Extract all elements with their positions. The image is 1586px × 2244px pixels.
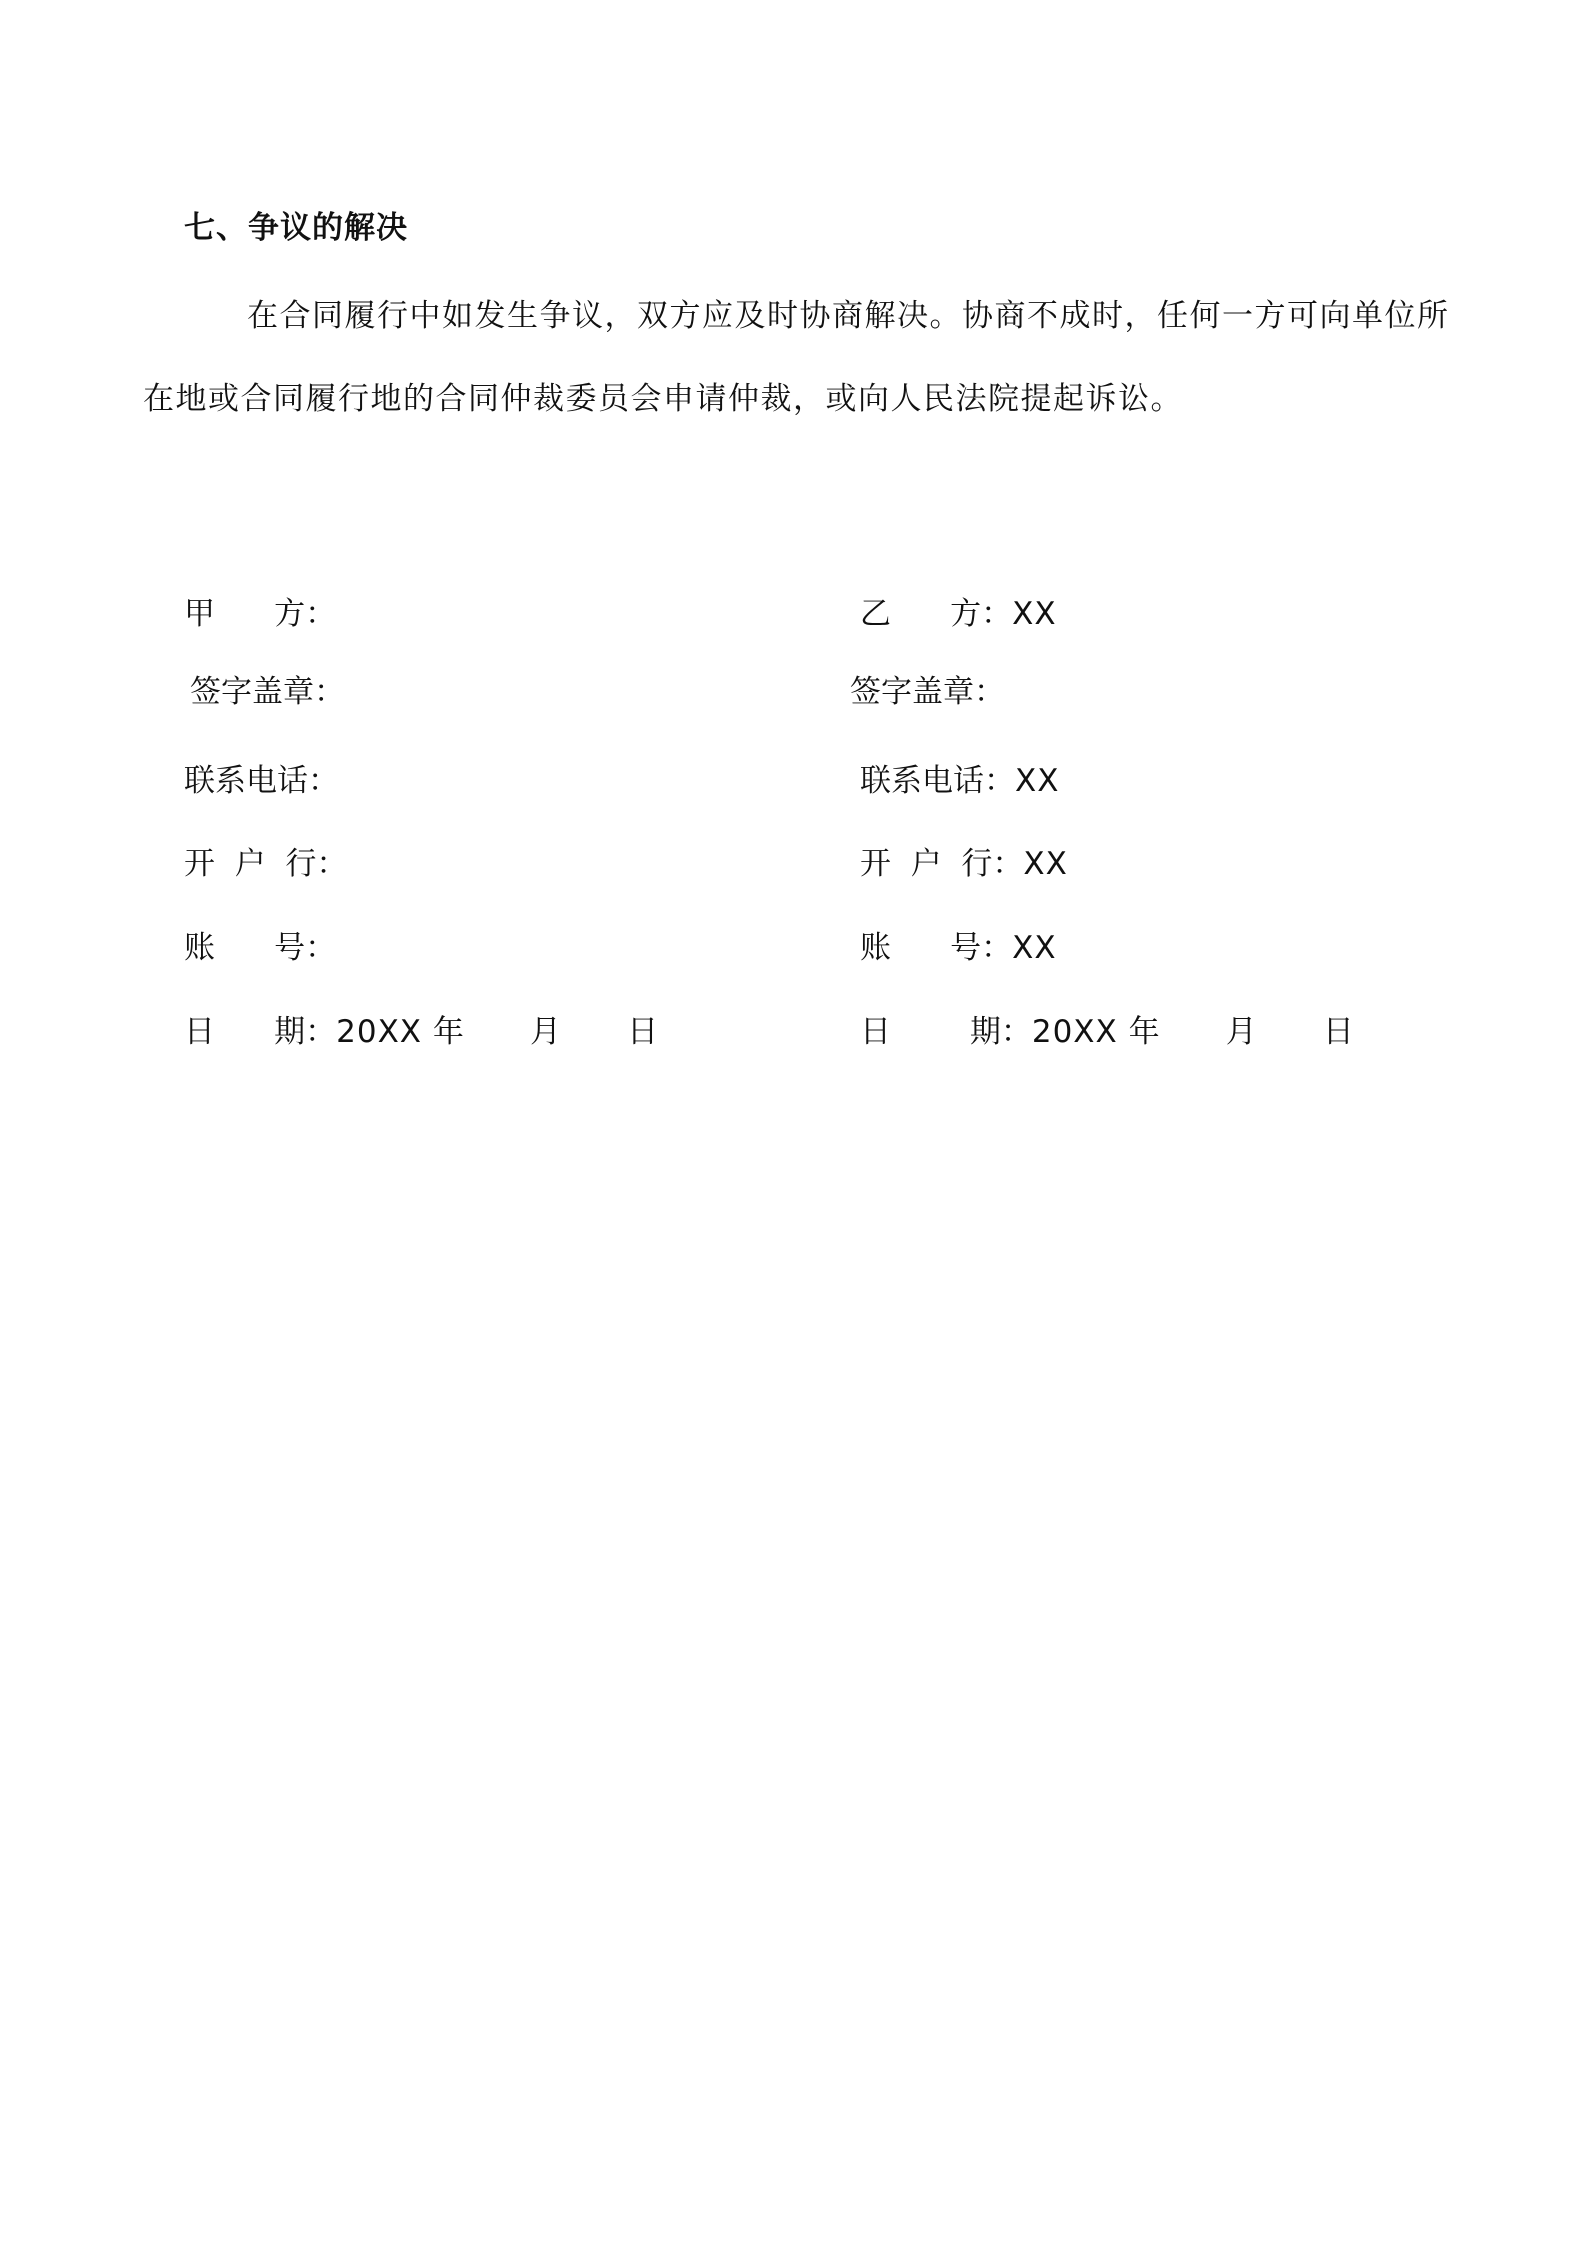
party-b-bank-row xyxy=(860,838,1068,883)
party-b-row xyxy=(860,588,1057,633)
party-a-account-label: 账 号： xyxy=(184,930,337,966)
party-b-label: 乙 方： xyxy=(860,596,1013,632)
paragraph-line: 在地或合同履行地的合同仲裁委员会申请仲裁，或向人民法院提起诉讼。 xyxy=(143,381,1183,417)
party-b-phone-label: 联系电话： xyxy=(860,763,1015,799)
party-a-date-label: 日 期： xyxy=(184,1014,337,1050)
party-a-row xyxy=(184,588,336,633)
paragraph-line: 在合同履行中如发生争议，双方应及时协商解决。协商不成时，任何一方可向单位所 xyxy=(247,298,1450,334)
party-b-account-label: 账 号： xyxy=(860,930,1013,966)
party-b-account-row xyxy=(860,922,1057,967)
party-a-label: 甲 方： xyxy=(184,596,337,632)
party-a-account-row xyxy=(184,922,336,967)
party-b-bank-label: 开 户 行： xyxy=(860,846,1024,882)
party-b-date-label: 日 期： xyxy=(860,1014,1032,1050)
party-a-date-row xyxy=(184,1006,659,1051)
party-b-account-value: XX xyxy=(1012,930,1057,966)
party-b-phone-row xyxy=(860,755,1059,800)
party-a-phone-row xyxy=(184,755,339,800)
party-b-value: XX xyxy=(1012,596,1057,632)
party-a-date-value: 20XX 年 月 日 xyxy=(336,1014,660,1050)
section-title: 七、争议的解决 xyxy=(184,210,408,246)
party-a-sign-row xyxy=(190,666,345,711)
party-a-phone-label: 联系电话： xyxy=(184,763,339,799)
party-a-bank-row xyxy=(184,838,347,883)
party-b-date-row xyxy=(860,1006,1355,1051)
party-b-sign-label: 签字盖章： xyxy=(850,674,1005,710)
party-a-sign-label: 签字盖章： xyxy=(190,674,345,710)
party-b-phone-value: XX xyxy=(1015,763,1060,799)
party-b-bank-value: XX xyxy=(1023,846,1068,882)
party-b-date-value: 20XX 年 月 日 xyxy=(1031,1014,1355,1050)
party-a-bank-label: 开 户 行： xyxy=(184,846,348,882)
party-b-sign-row xyxy=(850,666,1005,711)
